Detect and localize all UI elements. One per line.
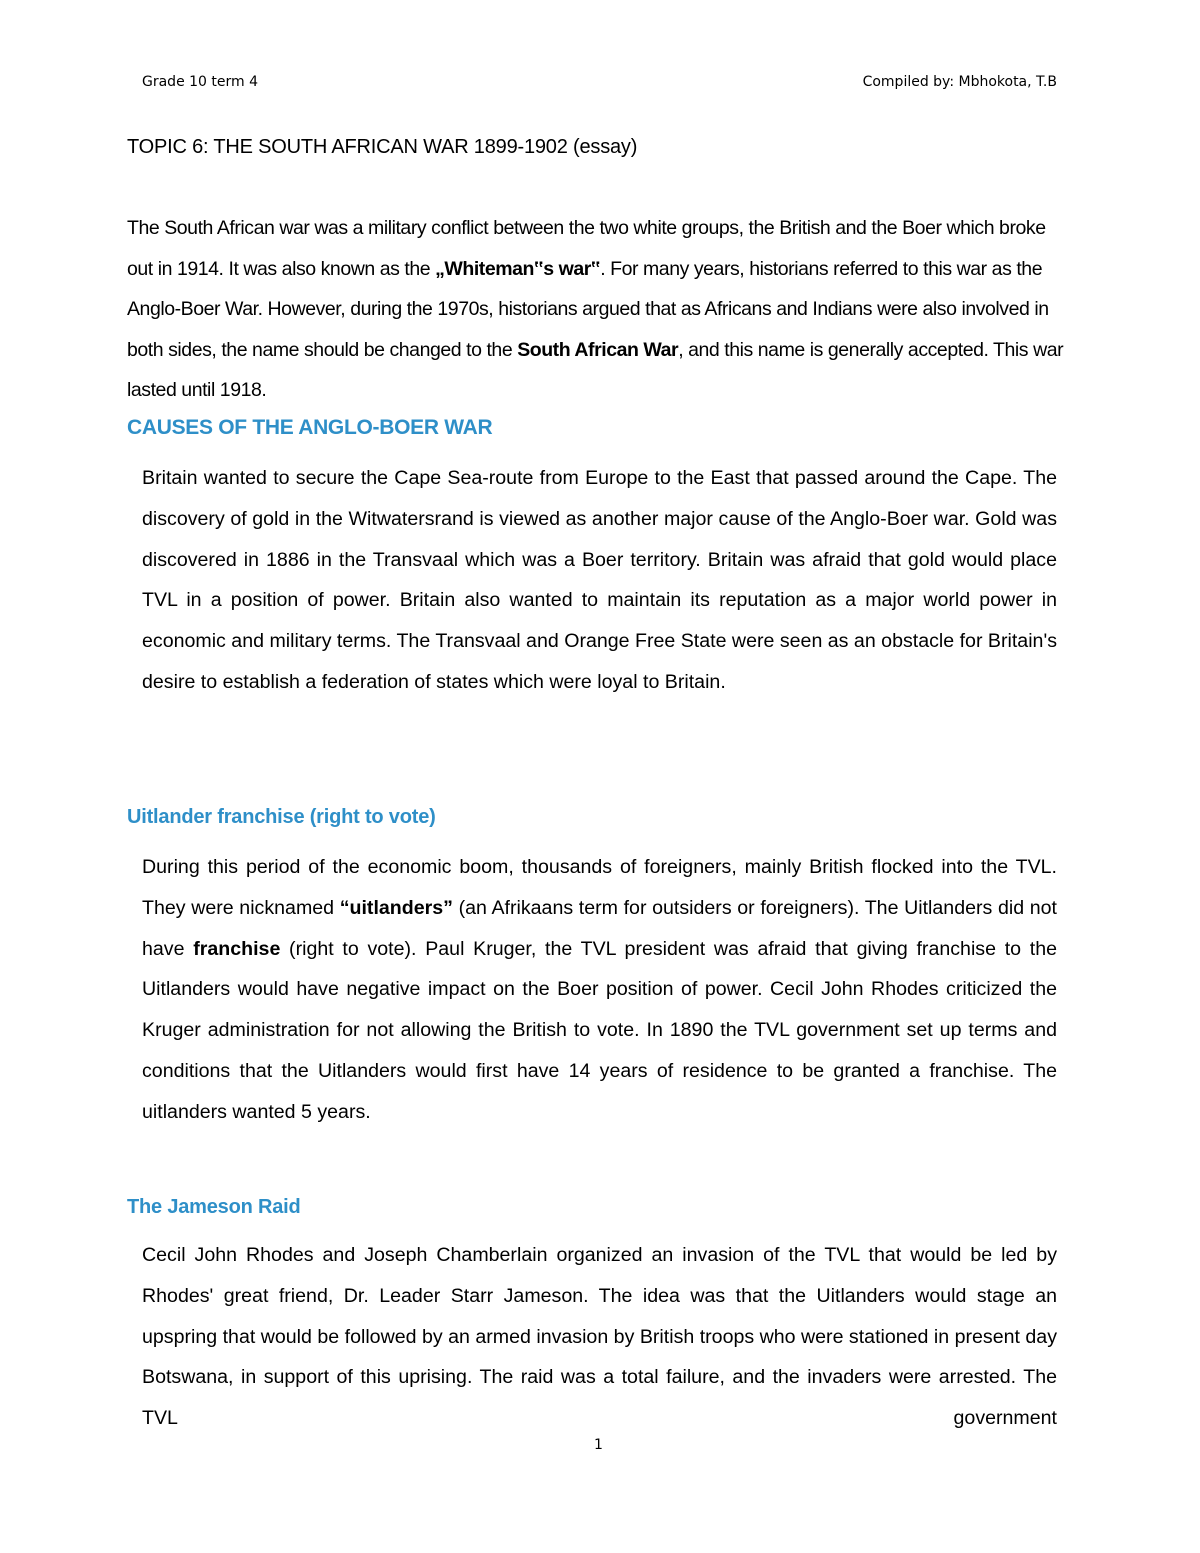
- intro-paragraph: [127, 208, 1072, 411]
- uitlander-heading: Uitlander franchise (right to vote): [127, 806, 436, 828]
- header-grade: Grade 10 term 4: [142, 74, 259, 90]
- page-number: 1: [594, 1437, 603, 1453]
- uitlander-text-3: (right to vote). Paul Kruger, the TVL president was afraid that giving franchise to the Uitlanders would have negative impact on the Boer position of power. Cecil John Rhodes criticized the Kruger administration for not allowing the British to vote. In 1890 the TVL government set up terms and conditions that the Uitlanders would first have 14 years of residence to be granted a franchise. The uitlanders wanted 5 years.: [142, 937, 1058, 1123]
- uitlander-bold-franchise: franchise: [193, 937, 281, 960]
- intro-bold-whiteman: „Whiteman‟s war‟: [435, 257, 601, 280]
- intro-text-1: The South African war was a military conflict between the two white groups, the British and the Boer which broke out in 1914. It was also known as the: [127, 217, 1046, 280]
- uitlander-paragraph: [142, 847, 1057, 1133]
- uitlander-text-1: During this period of the economic boom, thousands of foreigners, mainly British flocked into the TVL. They were nicknamed: [142, 856, 1057, 919]
- jameson-heading: The Jameson Raid: [127, 1196, 301, 1218]
- causes-heading: CAUSES OF THE ANGLO-BOER WAR: [127, 416, 493, 439]
- header-compiler: Compiled by: Mbhokota, T.B: [862, 74, 1057, 90]
- intro-bold-saw: South African War: [517, 338, 679, 361]
- topic-title: TOPIC 6: THE SOUTH AFRICAN WAR 1899-1902 (essay): [127, 136, 638, 158]
- jameson-paragraph: Cecil John Rhodes and Joseph Chamberlain organized an invasion of the TVL that would be led by Rhodes' great friend, Dr. Leader Starr Jameson. The idea was that the Uitlanders would stage an upspring that would be followed by an armed invasion by British troops who were stationed in present day Botswana, in support of this uprising. The raid was a total failure, and the invaders were arrested. The TVL government: [142, 1244, 1057, 1430]
- intro-text-2: . For many years, historians referred to this war as the Anglo-Boer War. However, during the 1970s, historians argued that as Africans and Indians were also involved in both sides, the name should be changed to the: [127, 257, 1049, 361]
- uitlander-text-2: (an Afrikaans term for outsiders or foreigners). The Uitlanders did not have: [142, 896, 1057, 960]
- uitlander-bold-term: “uitlanders”: [339, 896, 453, 919]
- intro-text-3: , and this name is generally accepted. This war lasted until 1918.: [127, 338, 1064, 402]
- causes-paragraph: Britain wanted to secure the Cape Sea-route from Europe to the East that passed around the Cape. The discovery of gold in the Witwatersrand is viewed as another major cause of the Anglo-Boer war. Gold was discovered in 1886 in the Transvaal which was a Boer territory. Britain was afraid that gold would place TVL in a position of power. Britain also wanted to maintain its reputation as a major world power in economic and military terms. The Transvaal and Orange Free State were seen as an obstacle for Britain's desire to establish a federation of states which were loyal to Britain.: [142, 467, 1057, 693]
